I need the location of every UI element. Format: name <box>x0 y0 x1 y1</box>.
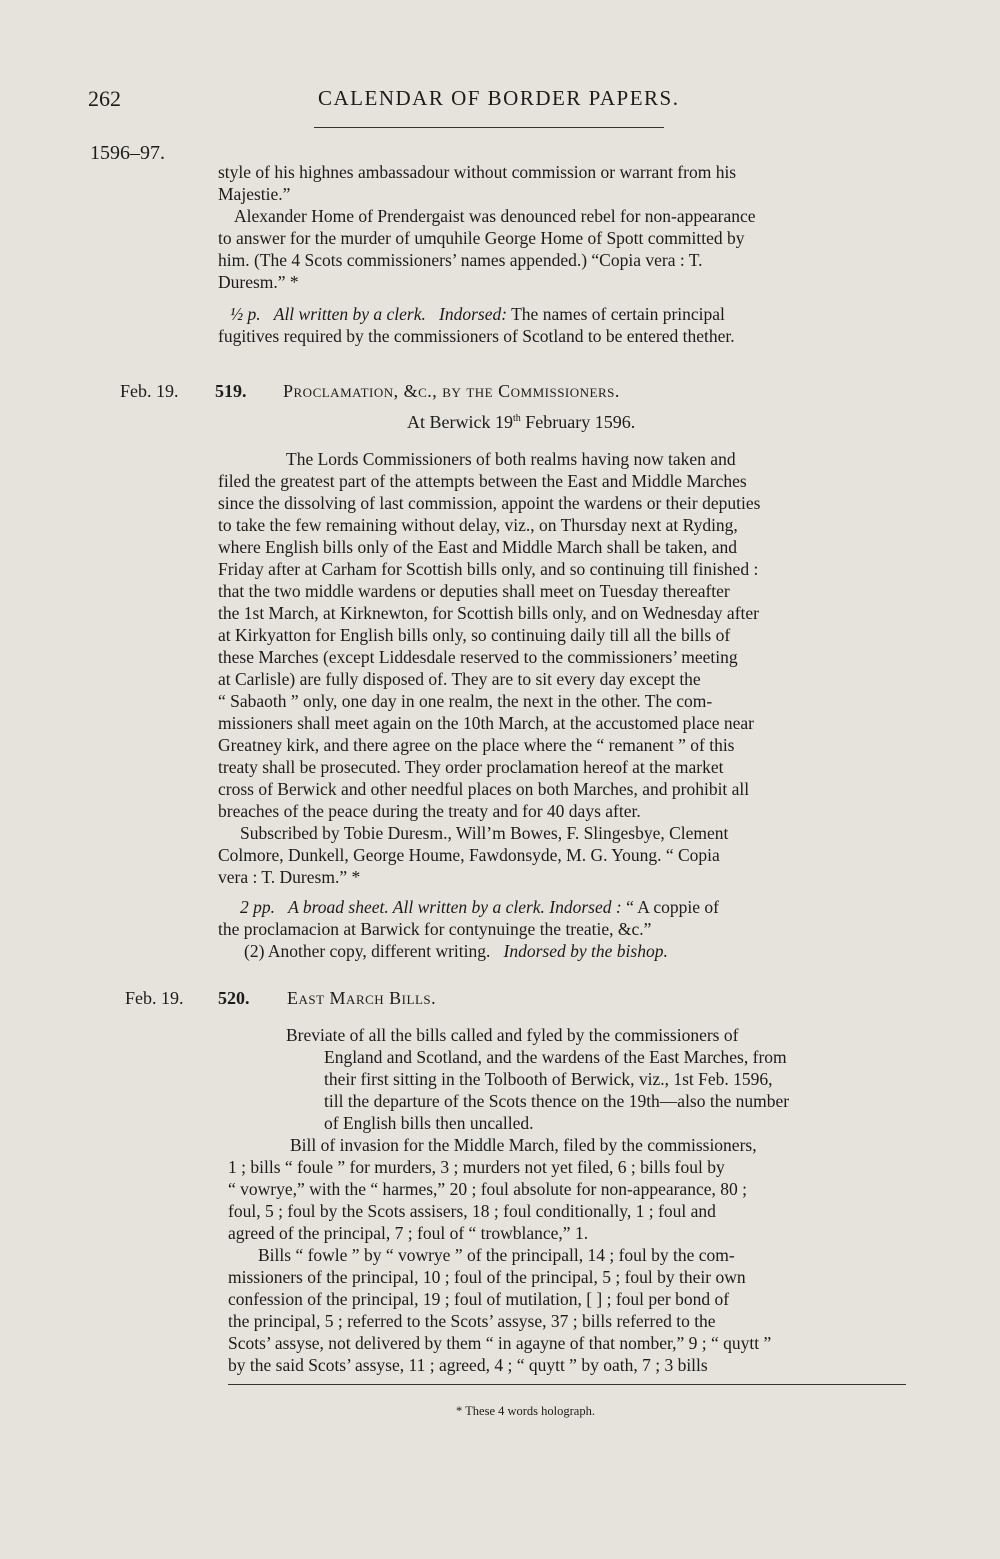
entry-519-number: 519. <box>215 381 247 401</box>
entry-519-line: Greatney kirk, and there agree on the place where the “ remanent ” of this <box>218 735 735 755</box>
entry-519-line: treaty shall be prosecuted. They order proclamation hereof at the market <box>218 757 724 777</box>
entry-519-line: where English bills only of the East and Middle March shall be taken, and <box>218 537 738 557</box>
intro-note-indorsed: Indorsed: <box>439 304 508 324</box>
intro-line: Duresm.” * <box>218 272 299 292</box>
entry-519-line: that the two middle wardens or deputies shall meet on Tuesday thereafter <box>218 581 730 601</box>
year-label: 1596–97. <box>90 142 165 164</box>
entry-519-line: to take the few remaining without delay, viz., on Thursday next at Ryding, <box>218 515 738 535</box>
entry-520-line: Scots’ assyse, not delivered by them “ in agayne of that nomber,” 9 ; “ quytt ” <box>228 1333 772 1353</box>
entry-519-line: cross of Berwick and other needful places on both Marches, and prohibit all <box>218 779 750 799</box>
intro-line: Majestie.” <box>218 184 291 204</box>
intro-line: him. (The 4 Scots commissioners’ names appended.) “Copia vera : T. <box>218 250 703 270</box>
intro-note-rest: The names of certain principal <box>511 304 725 324</box>
entry-520-line: Bill of invasion for the Middle March, filed by the commissioners, <box>290 1135 757 1155</box>
entry-520-line: the principal, 5 ; referred to the Scots’ assyse, 37 ; bills referred to the <box>228 1311 716 1331</box>
entry-519-note <box>240 896 719 918</box>
entry-520-line: England and Scotland, and the wardens of the East Marches, from <box>324 1047 787 1067</box>
entry-520-number: 520. <box>218 988 250 1008</box>
intro-note-italic: All written by a clerk. <box>273 304 426 324</box>
entry-520-line: confession of the principal, 19 ; foul of mutilation, [ ] ; foul per bond of <box>228 1289 730 1309</box>
entry-519-line: these Marches (except Liddesdale reserved to the commissioners’ meeting <box>218 647 738 667</box>
entry-519-line: at Kirkyatton for English bills only, so continuing daily till all the bills of <box>218 625 731 645</box>
entry-519-note-rest: “ A coppie of <box>626 897 719 917</box>
entry-519-line: Friday after at Carham for Scottish bills only, and so continuing till finished : <box>218 559 759 579</box>
intro-note-line2: fugitives required by the commissioners of Scotland to be entered thether. <box>218 326 735 346</box>
header-rule <box>314 127 664 128</box>
entry-520-line: Bills “ fowle ” by “ vowrye ” of the principall, 14 ; foul by the com- <box>258 1245 735 1265</box>
entry-519-note-pages: 2 pp. <box>240 897 275 917</box>
entry-519-line: missioners shall meet again on the 10th March, at the accustomed place near <box>218 713 754 733</box>
footnote: * These 4 words holograph. <box>456 1404 595 1418</box>
entry-519-note-line2: the proclamacion at Barwick for contynuinge the treatie, &c.” <box>218 919 652 939</box>
entry-520-line: Breviate of all the bills called and fyled by the commissioners of <box>286 1025 739 1045</box>
entry-520-line: till the departure of the Scots thence on the 19th—also the number <box>324 1091 790 1111</box>
entry-519-note-italic: A broad sheet. All written by a clerk. Indorsed : <box>288 897 622 917</box>
entry-519-place-line: At Berwick 19th February 1596. <box>407 412 636 432</box>
entry-519-line: filed the greatest part of the attempts between the East and Middle Marches <box>218 471 747 491</box>
entry-520-line: their first sitting in the Tolbooth of Berwick, viz., 1st Feb. 1596, <box>324 1069 773 1089</box>
entry-519-title: Proclamation, &c., by the Commissioners. <box>283 381 620 401</box>
running-head <box>0 86 1000 116</box>
entry-520-line: 1 ; bills “ foule ” for murders, 3 ; murders not yet filed, 6 ; bills foul by <box>228 1157 725 1177</box>
intro-line: style of his highnes ambassadour without commission or warrant from his <box>218 162 737 182</box>
entry-520-line: by the said Scots’ assyse, 11 ; agreed, 4 ; “ quytt ” by oath, 7 ; 3 bills <box>228 1355 708 1375</box>
entry-520-line: agreed of the principal, 7 ; foul of “ trowblance,” 1. <box>228 1223 589 1243</box>
intro-line: to answer for the murder of umquhile George Home of Spott committed by <box>218 228 745 248</box>
entry-520-date: Feb. 19. <box>125 988 184 1008</box>
page-number: 262 <box>88 86 121 111</box>
entry-519-date: Feb. 19. <box>120 381 179 401</box>
entry-519-line: Colmore, Dunkell, George Houme, Fawdonsyde, M. G. Young. “ Copia <box>218 845 720 865</box>
entry-520-line: missioners of the principal, 10 ; foul of the principal, 5 ; foul by their own <box>228 1267 746 1287</box>
entry-519-line: The Lords Commissioners of both realms having now taken and <box>286 449 736 469</box>
entry-519-line: the 1st March, at Kirknewton, for Scottish bills only, and on Wednesday after <box>218 603 759 623</box>
entry-519-copy <box>244 940 668 962</box>
entry-519-line: vera : T. Duresm.” * <box>218 867 361 887</box>
entry-519-line: at Carlisle) are fully disposed of. They are to sit every day except the <box>218 669 701 689</box>
entry-520-title: East March Bills. <box>287 988 437 1008</box>
entry-519-line: since the dissolving of last commission, appoint the wardens or their deputies <box>218 493 761 513</box>
entry-520-line: “ vowrye,” with the “ harmes,” 20 ; foul absolute for non-appearance, 80 ; <box>228 1179 747 1199</box>
entry-519-copy-italic: Indorsed by the bishop. <box>503 941 668 961</box>
calendar-title: CALENDAR OF BORDER PAPERS. <box>318 86 680 110</box>
entry-519-line: Subscribed by Tobie Duresm., Will’m Bowes, F. Slingesbye, Clement <box>240 823 729 843</box>
entry-520-line: foul, 5 ; foul by the Scots assisers, 18 ; foul conditionally, 1 ; foul and <box>228 1201 716 1221</box>
entry-519-copy-plain: (2) Another copy, different writing. <box>244 941 491 961</box>
entry-520-line: of English bills then uncalled. <box>324 1113 534 1133</box>
intro-note <box>230 303 725 325</box>
entry-519-line: “ Sabaoth ” only, one day in one realm, the next in the other. The com- <box>218 691 713 711</box>
entry-519-line: breaches of the peace during the treaty and for 40 days after. <box>218 801 641 821</box>
intro-line: Alexander Home of Prendergaist was denounced rebel for non-appearance <box>234 206 756 226</box>
intro-note-fraction: ½ p. <box>230 304 261 324</box>
footnote-rule <box>228 1384 906 1385</box>
